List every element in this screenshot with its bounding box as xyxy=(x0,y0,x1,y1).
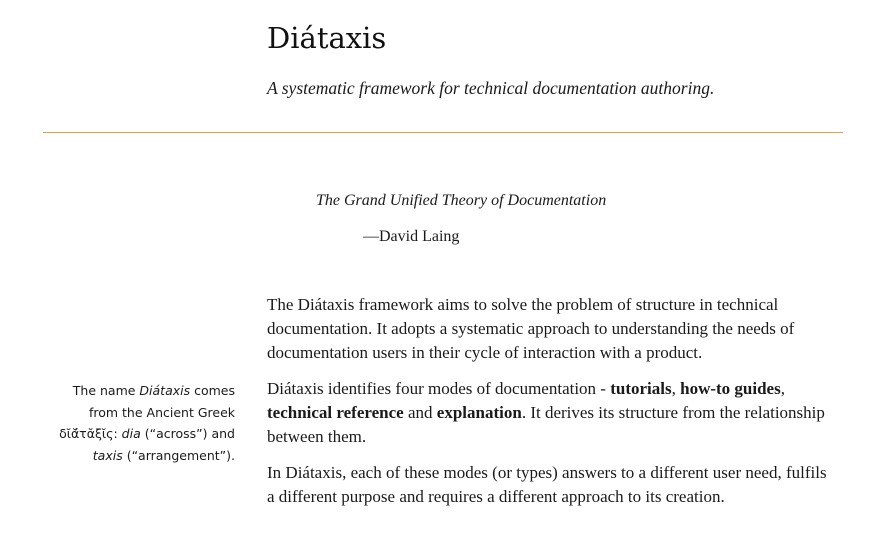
sidenote-text-4: (“arrangement”). xyxy=(122,447,235,463)
sidenote-text-3: (“across”) and xyxy=(140,426,235,441)
p2-intro: Diátaxis identifies four modes of documentation - xyxy=(267,379,611,398)
p2-sep-2: , xyxy=(780,379,785,398)
sidenote-etymology xyxy=(40,380,235,466)
sidenote-taxis: taxis xyxy=(92,447,123,463)
sidenote-name: Diátaxis xyxy=(139,383,191,398)
epigraph-attribution: —David Laing xyxy=(363,228,460,245)
intro-paragraph-1: The Diátaxis framework aims to solve the problem of structure in technical documentation. It adopts a systematic approach to understanding the needs of documentation users in their cycle of interaction with a product. xyxy=(267,295,795,362)
epigraph-quote: The Grand Unified Theory of Documentation xyxy=(316,192,607,209)
p2-sep-3: and xyxy=(403,403,437,422)
p2-outro: . It derives its structure from the relationship between them. xyxy=(267,403,825,446)
mode-tutorials: tutorials xyxy=(610,379,672,398)
epigraph xyxy=(316,190,736,248)
main-content xyxy=(267,293,833,521)
intro-paragraph-2 xyxy=(267,377,833,449)
p2-sep-1: , xyxy=(671,379,681,398)
intro-paragraph-3: In Diátaxis, each of these modes (or types) answers to a different user need, fulfils a different purpose and requires a different approach to its creation. xyxy=(267,463,827,506)
mode-explanation: explanation xyxy=(436,403,522,422)
site-title[interactable]: Diátaxis xyxy=(267,21,387,55)
header-divider xyxy=(43,132,843,133)
sidenote-text-2: comes from the Ancient Greek δῐᾰ́τᾰξῐς: xyxy=(59,383,235,441)
mode-technical-reference: technical reference xyxy=(267,403,404,422)
site-header xyxy=(267,18,857,100)
site-tagline: A systematic framework for technical documentation authoring. xyxy=(267,78,715,98)
sidenote-dia: dia xyxy=(121,426,141,441)
sidenote-text-1: The name xyxy=(72,383,140,398)
mode-how-to-guides: how-to guides xyxy=(680,379,781,398)
